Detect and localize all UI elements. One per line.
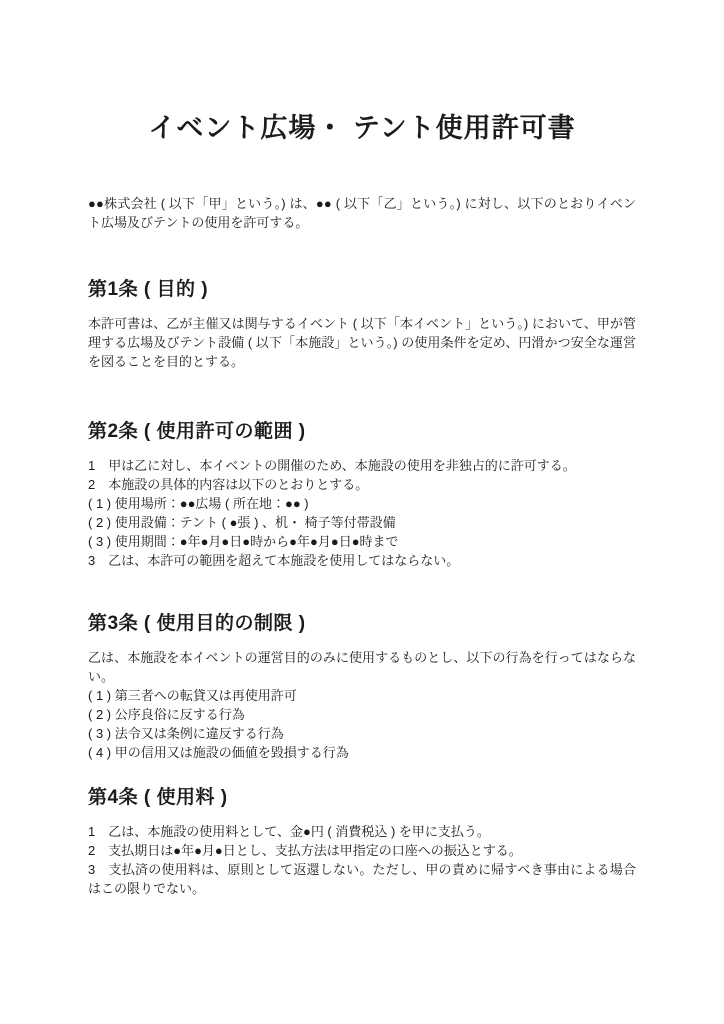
article-3-line: 乙は、本施設を本イベントの運営目的のみに使用するものとし、以下の行為を行ってはならない。 [88, 650, 636, 684]
article-2-line: 1 甲は乙に対し、本イベントの開催のため、本施設の使用を非独占的に許可する。 [88, 458, 576, 473]
article-4-heading: 第4条 ( 使用料 ) [88, 787, 228, 808]
article-1-line: 本許可書は、乙が主催又は関与するイベント ( 以下「本イベント」という。) において、甲が管理する広場及びテント設備 ( 以下「本施設」という。) の使用条件を定め、円滑かつ安全な運営を図ることを目的とする。 [88, 316, 636, 369]
article-2-body [88, 456, 636, 570]
article-2 [88, 420, 636, 568]
article-3-line: ( 4 ) 甲の信用又は施設の価値を毀損する行為 [88, 745, 349, 760]
article-1 [88, 278, 636, 369]
article-4 [88, 786, 636, 896]
article-3-line: ( 2 ) 公序良俗に反する行為 [88, 707, 245, 722]
article-2-line: ( 1 ) 使用場所：●●広場 ( 所在地：●● ) [88, 496, 309, 511]
article-2-heading: 第2条 ( 使用許可の範囲 ) [88, 421, 306, 442]
article-2-line: 3 乙は、本許可の範囲を超えて本施設を使用してはならない。 [88, 553, 460, 568]
article-3-body [88, 648, 636, 762]
article-3-line: ( 3 ) 法令又は条例に違反する行為 [88, 726, 284, 741]
article-1-body [88, 314, 636, 371]
article-3 [88, 612, 636, 760]
article-2-line: ( 3 ) 使用期間：●年●月●日●時から●年●月●日●時まで [88, 534, 399, 549]
article-4-line: 1 乙は、本施設の使用料として、金●円 ( 消費税込 ) を甲に支払う。 [88, 824, 490, 839]
article-1-heading: 第1条 ( 目的 ) [88, 279, 209, 300]
article-3-heading: 第3条 ( 使用目的の制限 ) [88, 613, 306, 634]
intro-paragraph: ●●株式会社 ( 以下「甲」という。) は、●● ( 以下「乙」という。) に対し、以下のとおりイベント広場及びテントの使用を許可する。 [88, 196, 636, 230]
article-4-line: 2 支払期日は●年●月●日とし、支払方法は甲指定の口座への振込とする。 [88, 843, 522, 858]
article-4-line: 3 支払済の使用料は、原則として返還しない。ただし、甲の責めに帰すべき事由による場合はこの限りでない。 [88, 862, 636, 896]
article-4-body [88, 822, 636, 898]
document-title: イベント広場・ テント使用許可書 [148, 113, 576, 143]
article-3-line: ( 1 ) 第三者への転貸又は再使用許可 [88, 688, 297, 703]
article-2-line: ( 2 ) 使用設備：テント ( ●張 ) 、机・ 椅子等付帯設備 [88, 515, 396, 530]
article-2-line: 2 本施設の具体的内容は以下のとおりとする。 [88, 477, 369, 492]
